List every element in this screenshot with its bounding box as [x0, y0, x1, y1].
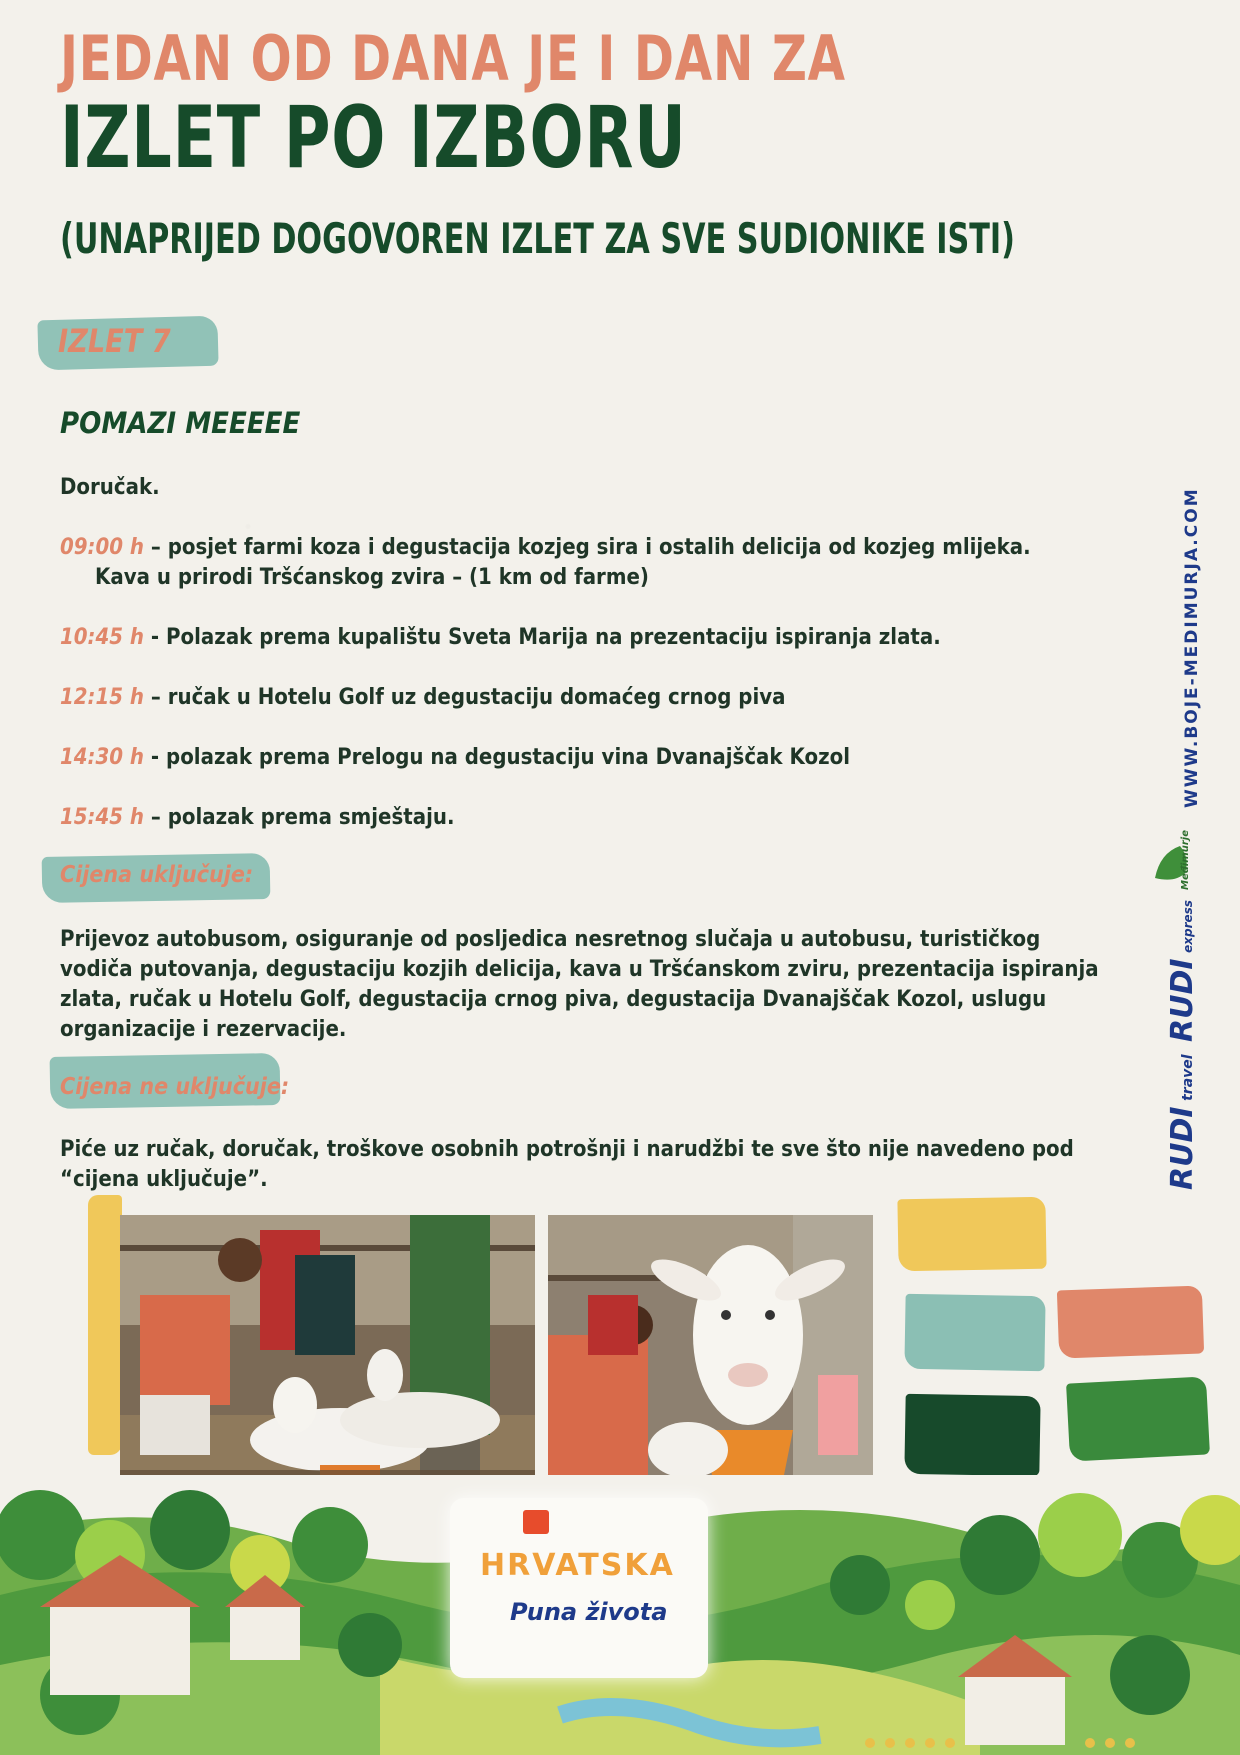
header-line-2: IZLET PO IZBORU	[60, 88, 687, 188]
goat-farm-photo-1	[120, 1215, 535, 1510]
schedule-text: – polazak prema smještaju.	[144, 805, 455, 830]
schedule-item	[60, 685, 786, 710]
schedule-time: 10:45 h	[60, 625, 145, 650]
schedule-time: 09:00 h	[60, 535, 145, 560]
includes-label: Cijena uključuje:	[60, 862, 254, 888]
rudi-express-logo	[1165, 900, 1200, 1042]
express-word: express	[1181, 900, 1195, 953]
schedule-text: – ručak u Hotelu Golf uz degustaciju domaćeg crnog piva	[144, 685, 786, 710]
schedule-text: – posjet farmi koza i degustacija kozjeg sira i ostalih delicija od kozjeg mlijeka.	[144, 535, 1031, 560]
trip-tag: IZLET 7	[58, 322, 171, 360]
travel-word: travel	[1180, 1054, 1196, 1101]
trip-title: POMAZI MEEEEE	[60, 406, 301, 440]
schedule-time: 14:30 h	[60, 745, 145, 770]
schedule-item	[60, 805, 454, 830]
breakfast-line: Doručak.	[60, 475, 160, 500]
medimurje-logo	[1150, 838, 1200, 888]
schedule-time: 12:15 h	[60, 685, 145, 710]
schedule-text: - polazak prema Prelogu na degustaciju vina Dvanajščak Kozol	[144, 745, 850, 770]
excludes-text: Piće uz ručak, doručak, troškove osobnih potrošnji i narudžbi te sve što nije navedeno pod “cijena uključuje”.	[60, 1137, 1074, 1192]
goat-farm-photo-2-image	[548, 1215, 873, 1515]
goat-farm-photo-1-image	[120, 1215, 535, 1510]
swatch-yellow	[897, 1197, 1046, 1272]
rudi-travel-word: RUDI	[1165, 1106, 1200, 1190]
hrvatska-logo-box	[450, 1498, 708, 1678]
includes-text: Prijevoz autobusom, osiguranje od posljedica nesretnog slučaja u autobusu, turističkog vodiča putovanja, degustaciju kozjih delicija, kava u Tršćanskom zviru, prezentacija ispiranja zlata, ručak u Hotelu Golf, degustacija crnog piva, degustacija Dvanajščak Kozol, uslugu organizacije i rezervacije.	[60, 927, 1099, 1042]
website-text: WWW.BOJE-MEDIMURJA.COM	[1182, 487, 1202, 808]
schedule-item	[60, 535, 1031, 560]
hrvatska-brand: HRVATSKA	[480, 1548, 675, 1583]
schedule-time: 15:45 h	[60, 805, 145, 830]
excludes-label: Cijena ne uključuje:	[60, 1074, 290, 1100]
goat-farm-photo-2	[548, 1215, 873, 1515]
schedule-text: - Polazak prema kupalištu Sveta Marija na prezentaciju ispiranja zlata.	[144, 625, 941, 650]
swatch-salmon	[1057, 1285, 1204, 1358]
rudi-travel-logo	[1165, 1054, 1200, 1190]
swatch-dark-green	[904, 1394, 1040, 1476]
swatch-green	[1066, 1376, 1210, 1461]
yellow-brush-left	[88, 1195, 122, 1455]
rudi-express-word: RUDI	[1165, 958, 1200, 1042]
hrvatska-slogan: Puna života	[510, 1598, 668, 1626]
schedule-item	[60, 745, 850, 770]
swatch-teal	[904, 1294, 1045, 1371]
header-line-3: (UNAPRIJED DOGOVOREN IZLET ZA SVE SUDIONIKE ISTI)	[60, 214, 1016, 263]
schedule-item-cont: Kava u prirodi Tršćanskog zvira – (1 km od farme)	[95, 565, 649, 590]
hrvatska-logo-mark	[523, 1510, 549, 1534]
header-line-1: JEDAN OD DANA JE I DAN ZA	[60, 22, 846, 95]
medimurje-label: Međimurje	[1180, 830, 1191, 890]
schedule-item	[60, 625, 941, 650]
